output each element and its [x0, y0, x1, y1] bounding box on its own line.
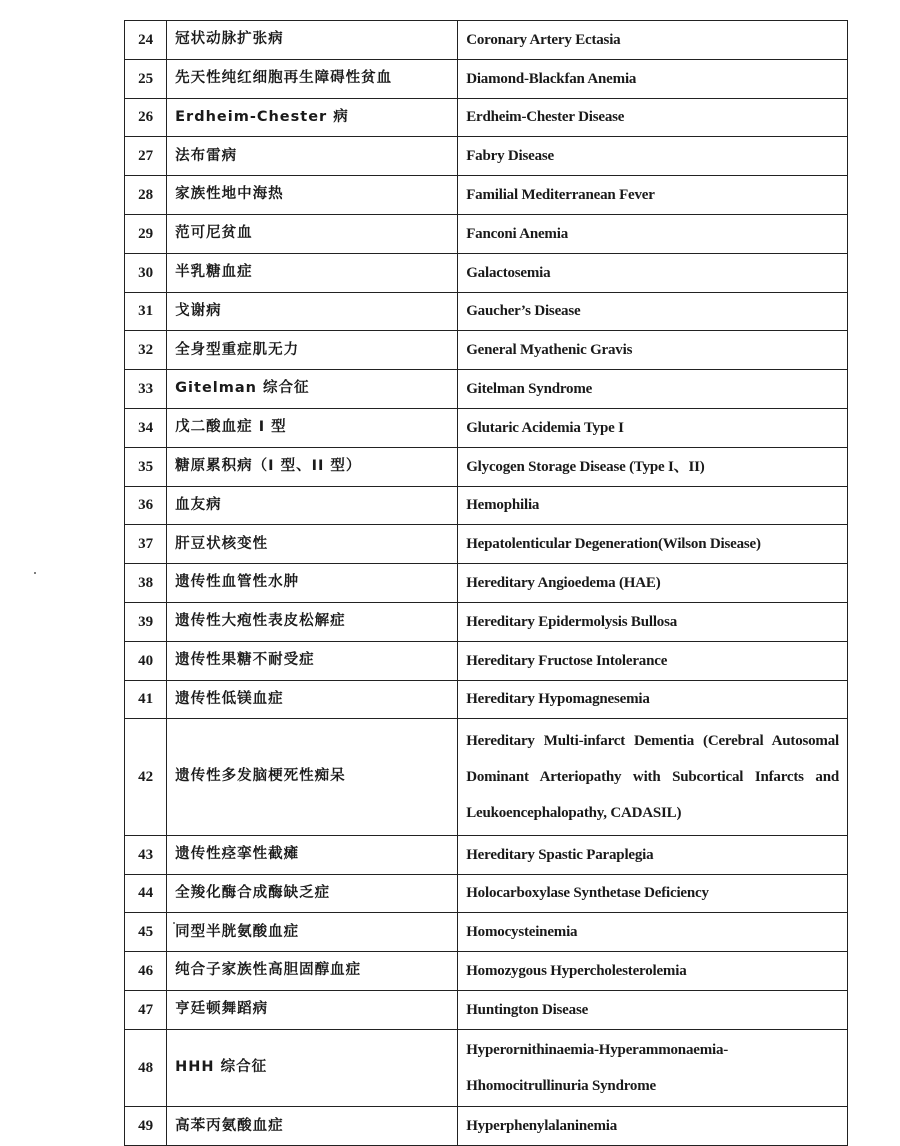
row-number-cell: 26: [125, 98, 167, 137]
chinese-name-cell: 全羧化酶合成酶缺乏症: [167, 874, 458, 913]
chinese-name-cell: 范可尼贫血: [167, 214, 458, 253]
english-name-cell: Gaucher’s Disease: [458, 292, 848, 331]
chinese-name-cell: 遗传性血管性水肿: [167, 564, 458, 603]
table-row: [125, 370, 848, 409]
table-row: [125, 719, 848, 835]
english-name-cell: Coronary Artery Ectasia: [458, 21, 848, 60]
chinese-name-cell: 法布雷病: [167, 137, 458, 176]
table-row: [125, 525, 848, 564]
english-name-cell: Diamond-Blackfan Anemia: [458, 59, 848, 98]
table-row: [125, 408, 848, 447]
table-row: [125, 214, 848, 253]
table-row: [125, 292, 848, 331]
row-number-cell: 37: [125, 525, 167, 564]
row-number-cell: 45: [125, 913, 167, 952]
row-number-cell: 48: [125, 1029, 167, 1107]
row-number-cell: 39: [125, 602, 167, 641]
chinese-name-cell: 遗传性果糖不耐受症: [167, 641, 458, 680]
english-name-cell: Familial Mediterranean Fever: [458, 176, 848, 215]
table-row: [125, 602, 848, 641]
english-name-cell: Hepatolenticular Degeneration(Wilson Disease): [458, 525, 848, 564]
table-row: [125, 913, 848, 952]
row-number-cell: 36: [125, 486, 167, 525]
english-name-cell: Hereditary Epidermolysis Bullosa: [458, 602, 848, 641]
table-row: [125, 98, 848, 137]
table-row: [125, 1029, 848, 1107]
english-name-cell: Hyperornithinaemia-Hyperammonaemia-Hhomocitrullinuria Syndrome: [458, 1029, 848, 1107]
table-row: [125, 990, 848, 1029]
chinese-name-cell: 遗传性大疱性表皮松解症: [167, 602, 458, 641]
table-body: [125, 21, 848, 1146]
table-row: [125, 486, 848, 525]
english-name-cell: Hereditary Fructose Intolerance: [458, 641, 848, 680]
english-name-cell: Homozygous Hypercholesterolemia: [458, 952, 848, 991]
row-number-cell: 29: [125, 214, 167, 253]
chinese-name-cell: 冠状动脉扩张病: [167, 21, 458, 60]
english-name-cell: Hereditary Angioedema (HAE): [458, 564, 848, 603]
english-name-cell: Erdheim-Chester Disease: [458, 98, 848, 137]
chinese-name-cell: 亨廷顿舞蹈病: [167, 990, 458, 1029]
row-number-cell: 35: [125, 447, 167, 486]
chinese-name-cell: 遗传性多发脑梗死性痴呆: [167, 719, 458, 835]
row-number-cell: 41: [125, 680, 167, 719]
table-row: [125, 564, 848, 603]
chinese-name-cell: 遗传性低镁血症: [167, 680, 458, 719]
table-row: [125, 253, 848, 292]
english-name-cell: Huntington Disease: [458, 990, 848, 1029]
table-row: [125, 680, 848, 719]
english-name-cell: Galactosemia: [458, 253, 848, 292]
english-name-cell: Hereditary Hypomagnesemia: [458, 680, 848, 719]
chinese-name-cell: Gitelman 综合征: [167, 370, 458, 409]
english-name-cell: General Myathenic Gravis: [458, 331, 848, 370]
table-row: [125, 447, 848, 486]
table-row: [125, 874, 848, 913]
row-number-cell: 28: [125, 176, 167, 215]
row-number-cell: 42: [125, 719, 167, 835]
row-number-cell: 46: [125, 952, 167, 991]
table-row: [125, 1107, 848, 1146]
row-number-cell: 43: [125, 835, 167, 874]
chinese-name-cell: 肝豆状核变性: [167, 525, 458, 564]
table-row: [125, 835, 848, 874]
row-number-cell: 34: [125, 408, 167, 447]
chinese-name-cell: HHH 综合征: [167, 1029, 458, 1107]
row-number-cell: 25: [125, 59, 167, 98]
table-row: [125, 641, 848, 680]
chinese-name-cell: 戈谢病: [167, 292, 458, 331]
table-row: [125, 21, 848, 60]
table-row: [125, 952, 848, 991]
english-name-cell: Hemophilia: [458, 486, 848, 525]
rare-disease-table: [124, 20, 848, 1146]
chinese-name-cell: 高苯丙氨酸血症: [167, 1107, 458, 1146]
english-name-cell: Homocysteinemia: [458, 913, 848, 952]
chinese-name-cell: 先天性纯红细胞再生障碍性贫血: [167, 59, 458, 98]
english-name-cell: Holocarboxylase Synthetase Deficiency: [458, 874, 848, 913]
chinese-name-cell: 戊二酸血症 I 型: [167, 408, 458, 447]
english-name-cell: Glycogen Storage Disease (Type I、II): [458, 447, 848, 486]
row-number-cell: 32: [125, 331, 167, 370]
chinese-name-cell: 血友病: [167, 486, 458, 525]
row-number-cell: 27: [125, 137, 167, 176]
row-number-cell: 24: [125, 21, 167, 60]
table-row: [125, 59, 848, 98]
chinese-name-cell: Erdheim-Chester 病: [167, 98, 458, 137]
english-name-cell: Gitelman Syndrome: [458, 370, 848, 409]
table-row: [125, 331, 848, 370]
scan-speck: [173, 922, 175, 924]
english-name-cell: Hereditary Spastic Paraplegia: [458, 835, 848, 874]
row-number-cell: 44: [125, 874, 167, 913]
row-number-cell: 31: [125, 292, 167, 331]
table-row: [125, 137, 848, 176]
chinese-name-cell: 糖原累积病（I 型、II 型）: [167, 447, 458, 486]
chinese-name-cell: 全身型重症肌无力: [167, 331, 458, 370]
english-name-cell: Hyperphenylalaninemia: [458, 1107, 848, 1146]
scan-speck: [34, 572, 36, 574]
row-number-cell: 38: [125, 564, 167, 603]
chinese-name-cell: 半乳糖血症: [167, 253, 458, 292]
chinese-name-cell: 纯合子家族性高胆固醇血症: [167, 952, 458, 991]
row-number-cell: 47: [125, 990, 167, 1029]
row-number-cell: 49: [125, 1107, 167, 1146]
chinese-name-cell: 同型半胱氨酸血症: [167, 913, 458, 952]
english-name-cell: Fabry Disease: [458, 137, 848, 176]
row-number-cell: 30: [125, 253, 167, 292]
english-name-cell: Glutaric Acidemia Type I: [458, 408, 848, 447]
chinese-name-cell: 家族性地中海热: [167, 176, 458, 215]
row-number-cell: 33: [125, 370, 167, 409]
english-name-cell: Hereditary Multi-infarct Dementia (Cerebral Autosomal Dominant Arteriopathy with Subcortical Infarcts and Leukoencephalopathy, CADASIL): [458, 719, 848, 835]
table-row: [125, 176, 848, 215]
chinese-name-cell: 遗传性痉挛性截瘫: [167, 835, 458, 874]
row-number-cell: 40: [125, 641, 167, 680]
english-name-cell: Fanconi Anemia: [458, 214, 848, 253]
